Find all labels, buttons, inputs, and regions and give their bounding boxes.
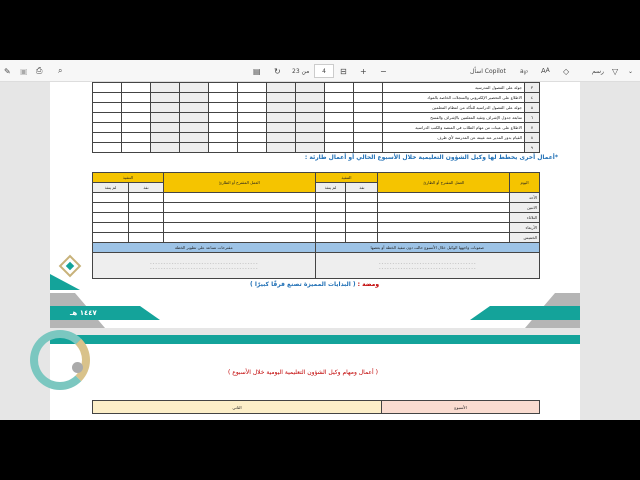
- page-title: ( أعمال ومهام وكيل الشؤون التعليمية اليومية خلال الأسبوع ): [228, 369, 378, 376]
- footer-teal-band: [50, 306, 580, 320]
- pdf-toolbar: [0, 60, 640, 82]
- diamond-logo: [59, 255, 82, 278]
- year-label: ١٤٤٧ هـ: [70, 309, 97, 317]
- work-cell[interactable]: [163, 213, 315, 223]
- pdf-page-4: [50, 82, 580, 328]
- suggestions-field[interactable]: - - - - - - - - - - - - - - - - - - - - - - - - - - - - - - - - - - - - - - - - - - - - - - - - - - - - - - - - - - - - - - - - - - - - - - - - - - - - - - - -: [93, 253, 316, 279]
- check-cell[interactable]: [267, 83, 296, 93]
- work-cell[interactable]: [378, 203, 510, 213]
- check-cell[interactable]: [238, 103, 267, 113]
- work-cell[interactable]: [163, 193, 315, 203]
- check-cell[interactable]: [209, 103, 238, 113]
- task-text: القيام بدور المدير عند غيبته عن المدرسة لأي ظرف: [383, 133, 525, 143]
- check-cell[interactable]: [325, 143, 354, 153]
- check-cell[interactable]: [93, 133, 122, 143]
- row-number: ٧: [525, 123, 540, 133]
- check-cell[interactable]: [325, 113, 354, 123]
- check-cell[interactable]: [325, 123, 354, 133]
- check-cell[interactable]: [325, 103, 354, 113]
- done-cell[interactable]: [346, 203, 378, 213]
- check-cell[interactable]: [296, 133, 325, 143]
- task-row: [93, 103, 540, 113]
- done-cell[interactable]: [129, 223, 164, 233]
- not-done-header-2: لم ينفذ: [93, 183, 129, 193]
- not-done-cell[interactable]: [93, 203, 129, 213]
- not-done-cell[interactable]: [315, 213, 346, 223]
- check-cell[interactable]: [238, 143, 267, 153]
- corner-swirl: [30, 330, 90, 390]
- work-header: العمل المقترح أو الطارئ: [378, 173, 510, 193]
- check-cell[interactable]: [354, 93, 383, 103]
- check-cell[interactable]: [122, 113, 151, 123]
- check-cell[interactable]: [209, 143, 238, 153]
- day-row: [93, 213, 540, 223]
- task-text: جولة على الفصول الدراسية للتأكد من انتظام المعلمين: [383, 103, 525, 113]
- check-cell[interactable]: [354, 133, 383, 143]
- day-row: [93, 193, 540, 203]
- check-cell[interactable]: [354, 83, 383, 93]
- week-header: الأسبوع: [382, 401, 540, 414]
- done-cell[interactable]: [129, 203, 164, 213]
- not-done-cell[interactable]: [315, 203, 346, 213]
- top-task-table: [92, 82, 540, 153]
- work-cell[interactable]: [163, 233, 315, 243]
- check-cell[interactable]: [354, 123, 383, 133]
- task-text: جولة على الفصول المدرسية: [383, 83, 525, 93]
- print-icon[interactable]: ⎙: [36, 66, 43, 75]
- check-cell[interactable]: [325, 93, 354, 103]
- check-cell[interactable]: [151, 113, 180, 123]
- check-cell[interactable]: [180, 113, 209, 123]
- done-cell[interactable]: [346, 213, 378, 223]
- check-cell[interactable]: [122, 133, 151, 143]
- save-icon[interactable]: ▣: [20, 66, 28, 76]
- row-number: ٦: [525, 113, 540, 123]
- check-cell[interactable]: [151, 83, 180, 93]
- done-cell[interactable]: [346, 223, 378, 233]
- task-row: [93, 113, 540, 123]
- text-size-icon[interactable]: A A: [541, 67, 550, 75]
- check-cell[interactable]: [296, 83, 325, 93]
- check-cell[interactable]: [267, 93, 296, 103]
- check-cell[interactable]: [93, 103, 122, 113]
- check-cell[interactable]: [93, 123, 122, 133]
- check-cell[interactable]: [151, 103, 180, 113]
- check-cell[interactable]: [267, 133, 296, 143]
- task-row: [93, 83, 540, 93]
- not-done-cell[interactable]: [315, 223, 346, 233]
- day-row: [93, 223, 540, 233]
- done-cell[interactable]: [129, 213, 164, 223]
- check-cell[interactable]: [267, 123, 296, 133]
- work-cell[interactable]: [378, 213, 510, 223]
- difficulties-header: صعوبات واجهها الوكيل خلال الأسبوع حالت دون تنفيذ الخطة أو بعضها: [315, 243, 539, 253]
- check-cell[interactable]: [93, 143, 122, 153]
- check-cell[interactable]: [209, 123, 238, 133]
- task-text: متابعة جدول الإشراف وتقيد المعلمين بالإشراف والفسح: [383, 113, 525, 123]
- not-done-header: لم ينفذ: [315, 183, 346, 193]
- second-header: الثاني: [93, 401, 382, 414]
- other-tasks-heading: *أعمال أخرى يخطط لها وكيل الشؤون التعليمية خلال الأسبوع الحالي أو أعمال طارئة :: [304, 154, 558, 161]
- check-cell[interactable]: [238, 83, 267, 93]
- day-label: الاثنين: [510, 203, 540, 213]
- draw-button[interactable]: رسم: [592, 67, 604, 75]
- flash-label: ومضة :: [357, 281, 380, 288]
- weekly-plan-table: [92, 172, 540, 279]
- check-cell[interactable]: [122, 123, 151, 133]
- zoom-in-button[interactable]: +: [360, 66, 367, 76]
- work-cell[interactable]: [378, 193, 510, 203]
- page-number-input[interactable]: 4: [314, 64, 334, 78]
- corner-decoration: [50, 274, 80, 290]
- fit-page-icon[interactable]: ⊟: [340, 66, 347, 76]
- done-cell[interactable]: [346, 233, 378, 243]
- check-cell[interactable]: [296, 103, 325, 113]
- eraser-icon[interactable]: ◇: [563, 66, 570, 76]
- work-header-2: العمل المقترح أو الطارئ: [163, 173, 315, 193]
- draw-filter-icon[interactable]: ▽: [612, 66, 619, 76]
- not-done-cell[interactable]: [315, 193, 346, 203]
- check-cell[interactable]: [209, 93, 238, 103]
- check-cell[interactable]: [267, 143, 296, 153]
- flash-quote: [250, 281, 379, 288]
- check-cell[interactable]: [180, 93, 209, 103]
- done-cell[interactable]: [346, 193, 378, 203]
- check-cell[interactable]: [93, 93, 122, 103]
- row-number: ٨: [525, 133, 540, 143]
- read-aloud-button[interactable]: a℘: [520, 67, 528, 75]
- check-cell[interactable]: [209, 113, 238, 123]
- work-cell[interactable]: [163, 223, 315, 233]
- done-cell[interactable]: [129, 193, 164, 203]
- done-header: نفذ: [346, 183, 378, 193]
- not-done-cell[interactable]: [93, 193, 129, 203]
- check-cell[interactable]: [325, 83, 354, 93]
- day-label: الأحد: [510, 193, 540, 203]
- check-cell[interactable]: [151, 133, 180, 143]
- gray-dot: [72, 362, 83, 373]
- day-row: [93, 203, 540, 213]
- check-cell[interactable]: [354, 143, 383, 153]
- page-view-icon[interactable]: ▤: [253, 66, 261, 76]
- suggestions-header: مقترحات تساعد على تطوير الخطة: [93, 243, 316, 253]
- day-label: الخميس: [510, 233, 540, 243]
- check-cell[interactable]: [93, 83, 122, 93]
- check-cell[interactable]: [238, 93, 267, 103]
- search-icon[interactable]: ⌕: [58, 66, 63, 75]
- difficulties-field[interactable]: - - - - - - - - - - - - - - - - - - - - - - - - - - - - - - - - - - - - - - - - - - - - - - - - - - - - - - - - - - - - - - - - - - - - - - - -: [315, 253, 539, 279]
- not-done-cell[interactable]: [93, 223, 129, 233]
- exec-header: التنفيذ: [315, 173, 378, 183]
- task-text: [383, 143, 525, 153]
- not-done-cell[interactable]: [93, 233, 129, 243]
- flash-text: ( البدايات المميزة تصنع فرقًا كبيرًا ): [250, 281, 356, 288]
- not-done-cell[interactable]: [315, 233, 346, 243]
- check-cell[interactable]: [209, 83, 238, 93]
- work-cell[interactable]: [378, 233, 510, 243]
- check-cell[interactable]: [122, 93, 151, 103]
- day-header: اليوم: [510, 173, 540, 193]
- rotate-icon[interactable]: ↻: [274, 66, 281, 76]
- task-row: [93, 133, 540, 143]
- check-cell[interactable]: [180, 83, 209, 93]
- check-cell[interactable]: [180, 123, 209, 133]
- notes-icon[interactable]: ✎: [4, 66, 11, 76]
- daily-tasks-table: [92, 400, 540, 414]
- check-cell[interactable]: [93, 113, 122, 123]
- task-text: الاطلاع على التحضير الإلكتروني والسجلات الخاصة بالمواد: [383, 93, 525, 103]
- check-cell[interactable]: [180, 103, 209, 113]
- check-cell[interactable]: [122, 83, 151, 93]
- done-header-2: نفذ: [129, 183, 164, 193]
- task-row: [93, 123, 540, 133]
- day-label: الأربعاء: [510, 223, 540, 233]
- check-cell[interactable]: [238, 123, 267, 133]
- row-number: ٤: [525, 93, 540, 103]
- check-cell[interactable]: [122, 103, 151, 113]
- row-number: ٥: [525, 103, 540, 113]
- more-chevron-icon[interactable]: ⌄: [628, 67, 634, 75]
- zoom-out-button[interactable]: −: [380, 66, 387, 76]
- check-cell[interactable]: [354, 113, 383, 123]
- day-label: الثلاثاء: [510, 213, 540, 223]
- check-cell[interactable]: [296, 113, 325, 123]
- pdf-page-5: [50, 335, 580, 420]
- task-row: [93, 93, 540, 103]
- check-cell[interactable]: [354, 103, 383, 113]
- check-cell[interactable]: [151, 123, 180, 133]
- task-row: [93, 143, 540, 153]
- row-number: ٣: [525, 83, 540, 93]
- check-cell[interactable]: [151, 93, 180, 103]
- check-cell[interactable]: [209, 133, 238, 143]
- check-cell[interactable]: [325, 133, 354, 143]
- check-cell[interactable]: [238, 133, 267, 143]
- work-cell[interactable]: [378, 223, 510, 233]
- check-cell[interactable]: [180, 133, 209, 143]
- row-number: ٩: [525, 143, 540, 153]
- work-cell[interactable]: [163, 203, 315, 213]
- check-cell[interactable]: [267, 103, 296, 113]
- exec-header-2: التنفيذ: [93, 173, 164, 183]
- page-count: من 23: [292, 67, 310, 75]
- header-teal-band: [50, 335, 580, 344]
- check-cell[interactable]: [296, 93, 325, 103]
- not-done-cell[interactable]: [93, 213, 129, 223]
- done-cell[interactable]: [129, 233, 164, 243]
- check-cell[interactable]: [296, 143, 325, 153]
- copilot-button[interactable]: اسأل Copilot: [470, 67, 506, 75]
- check-cell[interactable]: [151, 143, 180, 153]
- check-cell[interactable]: [267, 113, 296, 123]
- check-cell[interactable]: [238, 113, 267, 123]
- day-row: [93, 233, 540, 243]
- check-cell[interactable]: [122, 143, 151, 153]
- check-cell[interactable]: [296, 123, 325, 133]
- task-text: الاطلاع على عينات من مهام الطلاب في المنصة والكتب الدراسية: [383, 123, 525, 133]
- check-cell[interactable]: [180, 143, 209, 153]
- document-viewer[interactable]: [0, 82, 640, 420]
